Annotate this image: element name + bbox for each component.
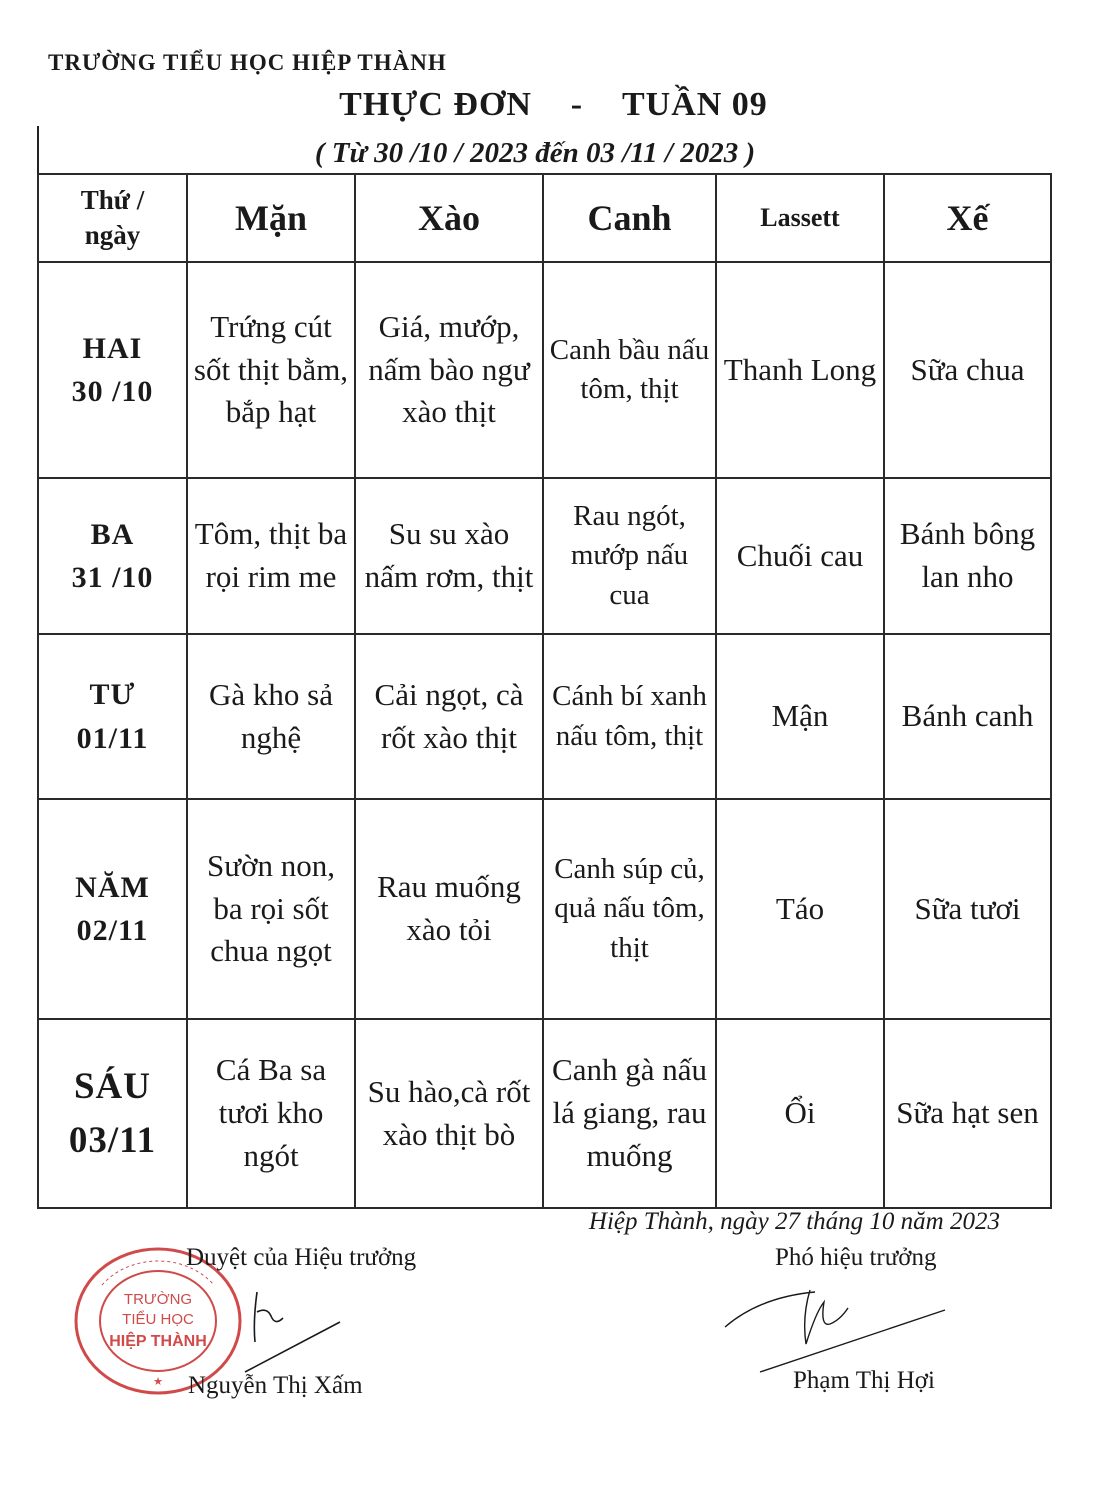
date-range: ( Từ 30 /10 / 2023 đến 03 /11 / 2023 ) xyxy=(314,137,756,169)
day-date: 31 /10 xyxy=(71,561,154,594)
man-cell: Trứng cút sốt thịt bằm, bắp hạt xyxy=(187,262,355,478)
table-row xyxy=(38,262,1051,478)
title-menu: THỰC ĐƠN xyxy=(339,86,532,123)
header-man: Mặn xyxy=(187,174,355,262)
svg-text:HIỆP THÀNH: HIỆP THÀNH xyxy=(109,1333,207,1350)
header-canh: Canh xyxy=(543,174,716,262)
canh-cell: Rau ngót, mướp nấu cua xyxy=(543,478,716,634)
header-xao: Xào xyxy=(355,174,543,262)
table-row xyxy=(38,799,1051,1019)
vice-principal-signature xyxy=(720,1272,960,1382)
table-row xyxy=(38,1019,1051,1208)
lassett-cell: Chuối cau xyxy=(716,478,884,634)
day-cell xyxy=(38,634,187,799)
day-cell xyxy=(38,478,187,634)
principal-name: Nguyễn Thị Xấm xyxy=(188,1372,363,1399)
lassett-cell: Mận xyxy=(716,634,884,799)
day-cell xyxy=(38,1019,187,1208)
principal-role: Duyệt của Hiệu trưởng xyxy=(186,1244,417,1271)
header-xe: Xế xyxy=(884,174,1051,262)
xao-cell: Cải ngọt, cà rốt xào thịt xyxy=(355,634,543,799)
man-cell: Gà kho sả nghệ xyxy=(187,634,355,799)
man-cell: Cá Ba sa tươi kho ngót xyxy=(187,1019,355,1208)
title-week: TUẦN 09 xyxy=(621,86,768,123)
canh-cell: Cánh bí xanh nấu tôm, thịt xyxy=(543,634,716,799)
menu-table xyxy=(37,173,1052,1209)
canh-cell: Canh súp củ, quả nấu tôm, thịt xyxy=(543,799,716,1019)
lassett-cell: Táo xyxy=(716,799,884,1019)
xe-cell: Sữa hạt sen xyxy=(884,1019,1051,1208)
table-row xyxy=(38,478,1051,634)
xe-cell: Bánh canh xyxy=(884,634,1051,799)
margin-rule xyxy=(37,126,39,174)
vice-principal-name: Phạm Thị Hợi xyxy=(793,1367,935,1394)
day-name: SÁU xyxy=(73,1065,152,1107)
svg-text:★: ★ xyxy=(153,1376,163,1388)
xao-cell: Rau muống xào tỏi xyxy=(355,799,543,1019)
header-day-line2: ngày xyxy=(84,220,141,250)
header-day xyxy=(38,174,187,262)
page-title xyxy=(0,86,1107,124)
man-cell: Sườn non, ba rọi sốt chua ngọt xyxy=(187,799,355,1019)
xe-cell: Sữa chua xyxy=(884,262,1051,478)
xao-cell: Su hào,cà rốt xào thịt bò xyxy=(355,1019,543,1208)
canh-cell: Canh gà nấu lá giang, rau muống xyxy=(543,1019,716,1208)
title-dash: - xyxy=(570,86,584,123)
svg-text:TIỂU HỌC: TIỂU HỌC xyxy=(122,1311,194,1328)
day-cell xyxy=(38,262,187,478)
day-cell xyxy=(38,799,187,1019)
canh-cell: Canh bầu nấu tôm, thịt xyxy=(543,262,716,478)
school-name: TRƯỜNG TIỂU HỌC HIỆP THÀNH xyxy=(48,50,447,75)
xao-cell: Su su xào nấm rơm, thịt xyxy=(355,478,543,634)
place-date: Hiệp Thành, ngày 27 tháng 10 năm 2023 xyxy=(588,1208,1000,1235)
day-date: 02/11 xyxy=(76,914,149,947)
xe-cell: Sữa tươi xyxy=(884,799,1051,1019)
xe-cell: Bánh bông lan nho xyxy=(884,478,1051,634)
header-lassett: Lassett xyxy=(716,174,884,262)
svg-text:TRƯỜNG: TRƯỜNG xyxy=(123,1291,193,1308)
lassett-cell: Thanh Long xyxy=(716,262,884,478)
man-cell: Tôm, thịt ba rọi rim me xyxy=(187,478,355,634)
xao-cell: Giá, mướp, nấm bào ngư xào thịt xyxy=(355,262,543,478)
vice-principal-role: Phó hiệu trưởng xyxy=(775,1244,937,1271)
day-date: 01/11 xyxy=(76,721,149,755)
principal-signature xyxy=(205,1282,345,1382)
day-name: BA xyxy=(90,517,135,551)
table-row xyxy=(38,634,1051,799)
header-row xyxy=(38,174,1051,262)
day-name: NĂM xyxy=(75,870,150,904)
header-day-line1: Thứ / xyxy=(80,184,145,215)
day-name: TƯ xyxy=(89,678,136,711)
day-name: HAI xyxy=(82,331,143,365)
day-date: 30 /10 xyxy=(71,375,154,408)
lassett-cell: Ổi xyxy=(716,1019,884,1208)
day-date: 03/11 xyxy=(68,1119,157,1161)
